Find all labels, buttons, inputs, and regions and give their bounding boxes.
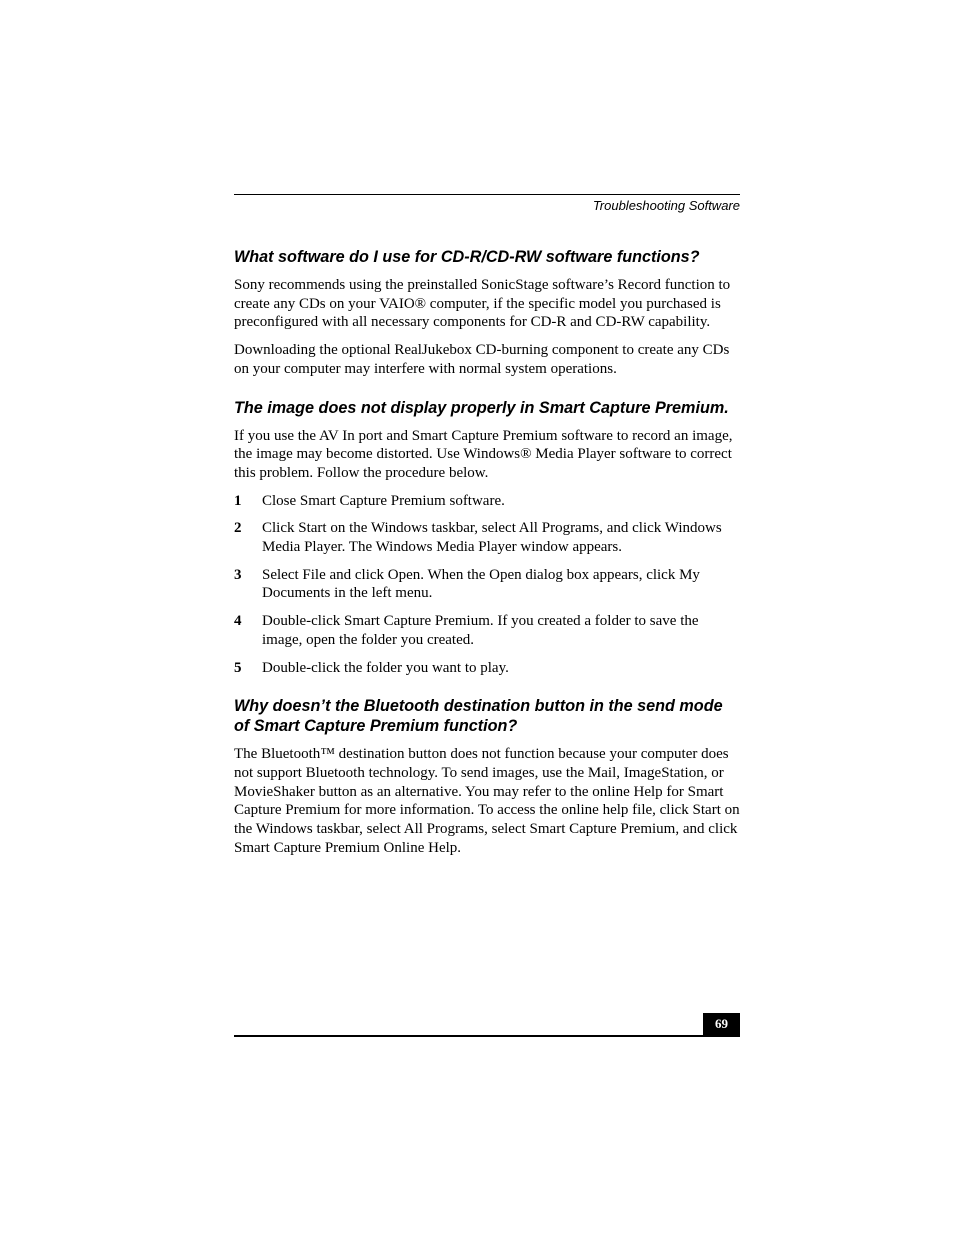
page-number: 69: [703, 1013, 740, 1037]
section-smart-capture-image: [234, 398, 740, 678]
body-paragraph: If you use the AV In port and Smart Capture Premium software to record an image, the image may become distorted. Use Windows® Media Player software to correct this problem. Follow the procedure below.: [234, 427, 733, 481]
step-number: 5: [234, 659, 242, 676]
header-rule: [234, 194, 740, 195]
step-text: Double-click Smart Capture Premium. If you created a folder to save the image, open the folder you created.: [262, 613, 699, 648]
step-item: [234, 519, 740, 556]
body-paragraph: Downloading the optional RealJukebox CD-burning component to create any CDs on your computer may interfere with normal system operations.: [234, 342, 730, 377]
footer-rule: [234, 1035, 740, 1037]
step-text: Close Smart Capture Premium software.: [262, 492, 505, 509]
procedure-steps: [234, 492, 740, 678]
section-heading: The image does not display properly in Smart Capture Premium.: [234, 398, 729, 417]
step-number: 1: [234, 492, 242, 509]
running-header: Troubleshooting Software: [592, 198, 740, 213]
step-text: Select File and click Open. When the Open dialog box appears, click My Documents in the left menu.: [262, 566, 700, 602]
step-text: Click Start on the Windows taskbar, select All Programs, and click Windows Media Player. The Windows Media Player window appears.: [262, 520, 722, 556]
section-bluetooth-button: [234, 696, 740, 857]
step-number: 4: [234, 613, 242, 630]
section-heading: Why doesn’t the Bluetooth destination button in the send mode of Smart Capture Premium function?: [234, 697, 723, 736]
step-item: [234, 566, 740, 603]
step-number: 2: [234, 520, 242, 537]
body-paragraph: The Bluetooth™ destination button does not function because your computer does not support Bluetooth technology. To send images, use the Mail, ImageStation, or MovieShaker button as an alternative. You may refer to the online Help for Smart Capture Premium for more information. To access the online help file, click Start on the Windows taskbar, select All Programs, select Smart Capture Premium, and click Smart Capture Premium Online Help.: [234, 746, 740, 856]
body-paragraph: Sony recommends using the preinstalled SonicStage software’s Record function to create any CDs on your VAIO® computer, if the specific model you purchased is preconfigured with all necessary components for CD-R and CD-RW capability.: [234, 277, 731, 331]
step-item: [234, 659, 740, 678]
step-number: 3: [234, 566, 242, 583]
section-cd-software: [234, 247, 740, 379]
page-content: [234, 247, 740, 866]
section-heading: What software do I use for CD-R/CD-RW software functions?: [234, 248, 700, 266]
step-text: Double-click the folder you want to play.: [262, 659, 509, 676]
step-item: [234, 612, 740, 649]
document-page: [234, 0, 740, 1235]
step-item: [234, 492, 740, 511]
